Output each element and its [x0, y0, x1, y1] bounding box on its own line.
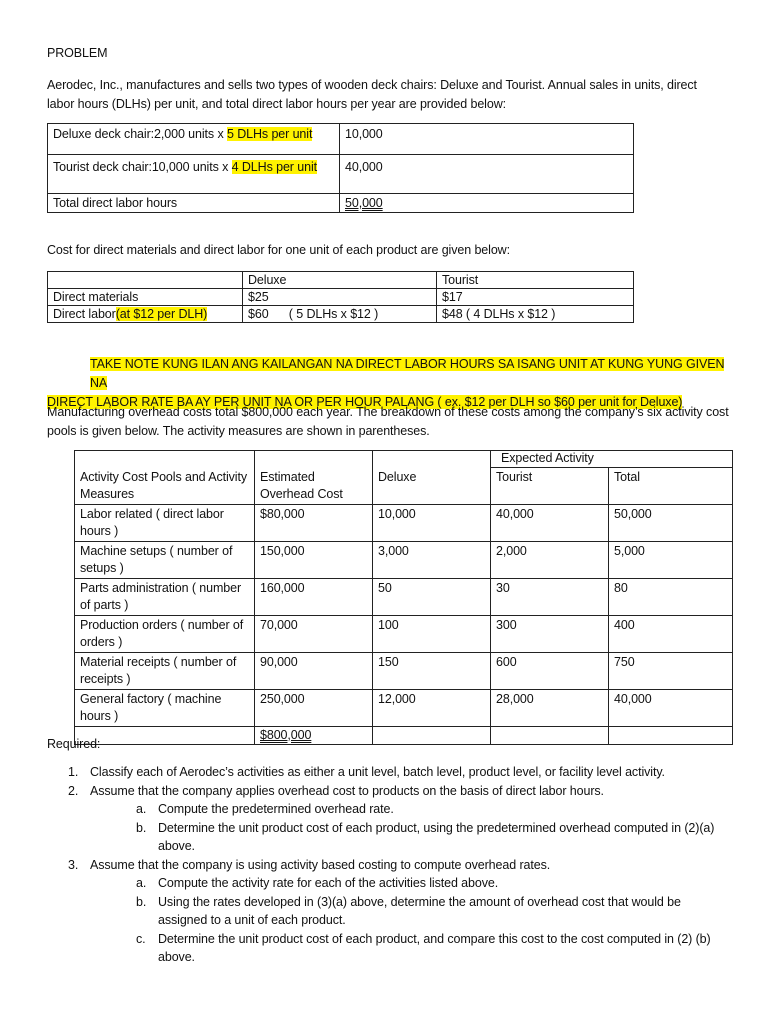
- table-cell: 28,000: [491, 689, 609, 726]
- table-cell: 300: [491, 615, 609, 652]
- table-cell: Tourist deck chair:10,000 units x 4 DLHs per unit: [48, 155, 340, 194]
- table-cell: $17: [437, 289, 634, 306]
- table-cell: $48 ( 4 DLHs x $12 ): [437, 306, 634, 323]
- intro-paragraph: Aerodec, Inc., manufactures and sells two types of wooden deck chairs: Deluxe and Tourist. Annual sales in units, direct labor hours (DLHs) per unit, and total direct labor hours per year are provided below:: [47, 78, 697, 111]
- table-cell: 10,000: [340, 124, 634, 155]
- column-header: Tourist: [491, 468, 609, 505]
- table-cell: 70,000: [255, 615, 373, 652]
- table-cell: Deluxe deck chair:2,000 units x 5 DLHs per unit: [48, 124, 340, 155]
- table-cell: 40,000: [340, 155, 634, 194]
- list-item: 1. Classify each of Aerodec’s activities as either a unit level, batch level, product level, or facility level activity.: [68, 765, 665, 779]
- table-cell: 5,000: [609, 541, 733, 578]
- sub-list-item: c. Determine the unit product cost of each product, and compare this cost to the cost computed in (2) (b) above.: [136, 931, 711, 964]
- table-cell: 400: [609, 615, 733, 652]
- table-row: [48, 155, 634, 194]
- problem-heading: PROBLEM: [47, 46, 108, 60]
- table-row: [75, 578, 733, 615]
- table-cell: $60 ( 5 DLHs x $12 ): [243, 306, 437, 323]
- table-cell: 2,000: [491, 541, 609, 578]
- table-cell: Total direct labor hours: [48, 194, 340, 213]
- table-cell: Direct materials: [48, 289, 243, 306]
- table-cell: [491, 726, 609, 745]
- table-cell: 50: [373, 578, 491, 615]
- table-cell: 150: [373, 652, 491, 689]
- activity-cost-table: [74, 450, 733, 745]
- highlighted-text: 4 DLHs per unit: [231, 160, 317, 174]
- sub-list-item: b. Determine the unit product cost of each product, using the predetermined overhead computed in (2)(a) above.: [136, 820, 715, 853]
- table-cell: [373, 726, 491, 745]
- table-cell: 80: [609, 578, 733, 615]
- table-cell: 750: [609, 652, 733, 689]
- column-header: Activity Cost Pools and Activity Measures: [75, 468, 255, 505]
- table-cell: Parts administration ( number of parts ): [75, 578, 255, 615]
- table-cell: 3,000: [373, 541, 491, 578]
- table-total-row: [75, 726, 733, 745]
- highlighted-text: (at $12 per DLH): [115, 307, 208, 321]
- table-cell: Labor related ( direct labor hours ): [75, 504, 255, 541]
- requirements-list: [68, 763, 728, 967]
- table-cell: [75, 451, 255, 468]
- required-label: Required:: [47, 737, 101, 751]
- table-cell: 30: [491, 578, 609, 615]
- total-overhead-cost: $800,000: [260, 727, 312, 742]
- table-cell: Direct labor(at $12 per DLH): [48, 306, 243, 323]
- cost-intro: Cost for direct materials and direct labor for one unit of each product are given below:: [47, 243, 510, 257]
- expected-activity-header: Expected Activity: [491, 451, 733, 468]
- table-cell: $25: [243, 289, 437, 306]
- list-item: 2. Assume that the company applies overhead cost to products on the basis of direct labor hours. a. Compute the predetermined overhead rate. b. Determine the unit product cost of each product, using the predetermined overhead computed in (2)(a) above.: [68, 782, 728, 856]
- table-cell: Machine setups ( number of setups ): [75, 541, 255, 578]
- table-cell: 90,000: [255, 652, 373, 689]
- table-cell: 160,000: [255, 578, 373, 615]
- table-cell: Production orders ( number of orders ): [75, 615, 255, 652]
- table-cell: Tourist: [437, 272, 634, 289]
- sub-list: [90, 874, 728, 967]
- sub-list: [90, 800, 728, 856]
- table-cell: [255, 726, 373, 745]
- table-cell: [75, 726, 255, 745]
- table-cell: [373, 451, 491, 468]
- table-row: [75, 615, 733, 652]
- table-cell: General factory ( machine hours ): [75, 689, 255, 726]
- table-cell: [255, 451, 373, 468]
- table-row: [75, 689, 733, 726]
- table-row: [75, 541, 733, 578]
- sub-list-item: b. Using the rates developed in (3)(a) above, determine the amount of overhead cost that would be assigned to a unit of each product.: [136, 894, 681, 927]
- table-cell: 10,000: [373, 504, 491, 541]
- table-header-row: [75, 468, 733, 505]
- labor-hours-table: [47, 123, 634, 213]
- table-cell: Deluxe: [243, 272, 437, 289]
- table-row: [75, 504, 733, 541]
- note-line: DIRECT LABOR RATE BA AY PER UNIT NA OR PER HOUR PALANG ( ex. $12 per DLH so $60 per unit for Deluxe): [47, 395, 683, 409]
- column-header: Estimated Overhead Cost: [255, 468, 373, 505]
- column-header: Total: [609, 468, 733, 505]
- table-cell: $80,000: [255, 504, 373, 541]
- overhead-intro: Manufacturing overhead costs total $800,000 each year. The breakdown of these costs among the company’s six activity cost pools is given below. The activity measures are shown in parentheses.: [47, 405, 729, 438]
- table-cell: [609, 726, 733, 745]
- table-row: [48, 272, 634, 289]
- table-row: [48, 194, 634, 213]
- table-cell: 250,000: [255, 689, 373, 726]
- table-cell: [48, 272, 243, 289]
- table-cell: 150,000: [255, 541, 373, 578]
- sub-list-item: a. Compute the activity rate for each of the activities listed above.: [136, 876, 499, 890]
- table-cell: 40,000: [491, 504, 609, 541]
- unit-cost-table: [47, 271, 634, 323]
- table-cell: Material receipts ( number of receipts ): [75, 652, 255, 689]
- table-cell: 40,000: [609, 689, 733, 726]
- table-row: [75, 451, 733, 468]
- table-row: [48, 124, 634, 155]
- table-cell: 50,000: [609, 504, 733, 541]
- table-row: [48, 289, 634, 306]
- table-cell: 600: [491, 652, 609, 689]
- sub-list-item: a. Compute the predetermined overhead rate.: [136, 802, 394, 816]
- highlighted-text: 5 DLHs per unit: [226, 127, 313, 141]
- table-row: [48, 306, 634, 323]
- table-cell: 50,000: [340, 194, 634, 213]
- table-cell: 12,000: [373, 689, 491, 726]
- column-header: Deluxe: [373, 468, 491, 505]
- note-line: TAKE NOTE KUNG ILAN ANG KAILANGAN NA DIRECT LABOR HOURS SA ISANG UNIT AT KUNG YUNG GIVEN NA: [90, 357, 725, 390]
- table-cell: 100: [373, 615, 491, 652]
- table-row: [75, 652, 733, 689]
- list-item: 3. Assume that the company is using activity based costing to compute overhead rates. a. Compute the activity rate for each of the activities listed above. b. Using the rates developed in (3)(a) above, determine the amount of overhead cost that would be assigned to a unit of each product. c. Determine the unit product cost of each product, and compare this cost to the cost computed in (2) (b) above.: [68, 856, 728, 967]
